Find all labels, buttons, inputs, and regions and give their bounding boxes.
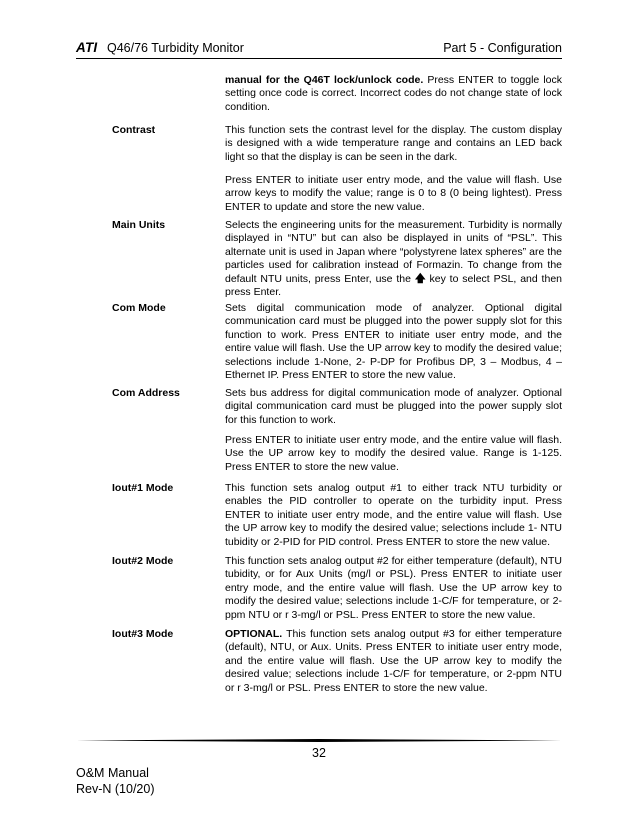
intro-bold: manual for the Q46T lock/unlock code.	[225, 74, 424, 86]
main-units-text-a: Selects the engineering units for the measurement. Turbidity is normally displayed in “NTU” but can also be displayed in units of “PSL”. This alternate unit is used in Japan where “polystyrene latex spheres” are the particles used for calibration instead of Formazin. To change from the default NTU units, press Enter, use the	[225, 219, 562, 285]
page-header	[76, 40, 562, 59]
term-main-units: Main Units	[112, 219, 166, 231]
manual-revision: Rev-N (10/20)	[76, 782, 155, 796]
com-address-paragraph-2: Press ENTER to initiate user entry mode, and the entire value will flash. Use the UP arrow key to modify the desired value. Range is 1-125. Press ENTER to store the new value.	[225, 434, 562, 473]
intro-paragraph	[225, 74, 562, 114]
main-units-paragraph	[225, 219, 562, 299]
term-iout3-mode: Iout#3 Mode	[112, 628, 174, 640]
iout3-optional-label: OPTIONAL.	[225, 628, 283, 640]
com-mode-paragraph: Sets digital communication mode of analyzer. Optional digital communication card must be plugged into the power supply slot for this function to work. Press ENTER to initiate user entry mode, and the entire value will flash. Use the UP arrow key to modify the desired value; selections include 1-None, 2- P-DP for Profibus DP, 3 – Modbus, 4 – Ethernet IP. Press ENTER to store the new value.	[225, 302, 562, 382]
footer-manual-info	[76, 765, 155, 797]
brand-logo-text: ATI	[76, 40, 98, 55]
term-contrast: Contrast	[112, 124, 156, 136]
com-address-paragraph-1: Sets bus address for digital communication mode of analyzer. Optional digital communication card must be plugged into the power supply slot for this function to work.	[225, 387, 562, 426]
iout3-text: This function sets analog output #3 for either temperature (default), NTU, or Aux. Units. Press ENTER to initiate user entry mode, and the entire value will flash. Use the UP arrow key to modify the desired value; selections include 1-C/F for temperature, or 2-ppm NTU or r 3-mg/l or PSL. Press ENTER to store the new value.	[225, 628, 562, 694]
product-title: Q46/76 Turbidity Monitor	[107, 41, 244, 55]
term-com-address: Com Address	[112, 387, 180, 399]
iout3-paragraph	[225, 628, 562, 695]
term-iout2-mode: Iout#2 Mode	[112, 555, 174, 567]
up-arrow-icon: 🡅	[414, 272, 426, 285]
contrast-paragraph-1: This function sets the contrast level for the display. The custom display is designed with a wide temperature range and contains an LED back light so that the display is can be seen in the dark.	[225, 124, 562, 163]
manual-title: O&M Manual	[76, 766, 149, 780]
page-number: 32	[312, 746, 326, 760]
intro-text: Press ENTER to toggle lock setting once code is correct. Incorrect codes do not change state of lock condition.	[225, 74, 563, 113]
iout1-paragraph: This function sets analog output #1 to either track NTU turbidity or enables the PID controller to operate on the turbidity input. Press ENTER to initiate user entry mode, and the entire value will flash. Use the UP arrow key to modify the desired value; selections include 1- NTU tubidity or 2-PID for PID control. Press ENTER to store the new value.	[225, 482, 562, 548]
contrast-paragraph-2: Press ENTER to initiate user entry mode, and the value will flash. Use arrow keys to modify the value; range is 0 to 8 (0 being lightest). Press ENTER to update and store the new value.	[225, 174, 562, 213]
term-com-mode: Com Mode	[112, 302, 166, 314]
main-units-text-b: key to select PSL, and then press Enter.	[225, 272, 562, 299]
term-iout1-mode: Iout#1 Mode	[112, 482, 174, 494]
section-title: Part 5 - Configuration	[443, 41, 562, 55]
iout2-paragraph: This function sets analog output #2 for either temperature (default), NTU tubidity, or for Aux Units (mg/l or PSL). Press ENTER to initiate user entry mode, and the entire value will flash. Use the UP arrow key to modify the desired value; selections include 1-C/F for temperature, or 2-ppm NTU or r 3-mg/l or PSL. Press ENTER to store the new value.	[225, 555, 562, 621]
footer-rule	[76, 739, 562, 742]
